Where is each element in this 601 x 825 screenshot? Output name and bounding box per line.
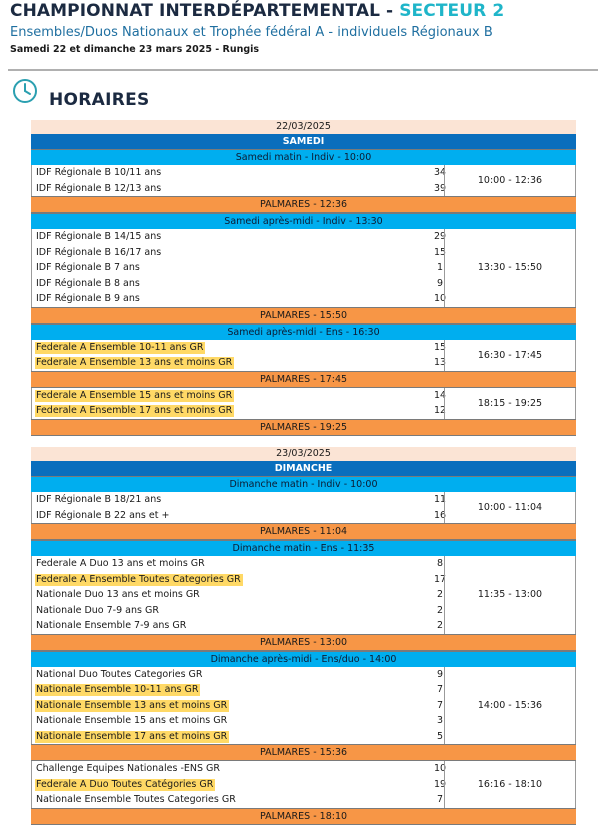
session-header: Samedi après-midi - Indiv - 13:30 [31, 213, 576, 229]
participant-count: 5 [436, 730, 444, 742]
category-label: Federale A Ensemble 17 ans et moins GR [36, 405, 233, 416]
participant-count: 2 [436, 589, 444, 600]
category-label: IDF Régionale B 22 ans et + [36, 509, 170, 521]
time-slot-group [31, 165, 576, 196]
session-header: Samedi après-midi - Ens - 16:30 [31, 324, 576, 340]
participant-count: 9 [436, 668, 444, 680]
category-label: Nationale Ensemble 13 ans et moins GR [36, 699, 228, 711]
category-label: IDF Régionale B 8 ans [36, 277, 140, 289]
participant-count: 29 [433, 231, 447, 242]
day-schedule-saturday [31, 120, 576, 436]
category-label: Federale A Ensemble 10-11 ans GR [36, 341, 204, 353]
time-slot: 14:00 - 15:36 [444, 667, 575, 745]
time-slot-group [31, 761, 576, 808]
category-label: Challenge Equipes Nationales -ENS GR [36, 763, 221, 774]
participant-count: 2 [436, 604, 444, 616]
palmares-bar: PALMARES - 19:25 [31, 419, 576, 436]
category-label: Nationale Duo 13 ans et moins GR [36, 589, 200, 600]
category-label: IDF Régionale B 14/15 ans [36, 231, 162, 242]
time-slot-group [31, 388, 576, 419]
category-label: IDF Régionale B 7 ans [36, 262, 140, 273]
time-slot-group [31, 556, 576, 634]
time-slot-group [31, 229, 576, 307]
participant-count: 17 [433, 573, 447, 585]
participant-count: 39 [433, 182, 447, 194]
participant-count: 3 [436, 715, 444, 726]
participant-count: 12 [433, 405, 447, 416]
participant-count: 16 [433, 509, 447, 521]
participant-count: 1 [436, 262, 444, 273]
participant-count: 13 [433, 357, 447, 368]
palmares-bar: PALMARES - 15:36 [31, 744, 576, 761]
day-name: SAMEDI [31, 134, 576, 149]
session-header: Dimanche après-midi - Ens/duo - 14:00 [31, 651, 576, 667]
session-header: Dimanche matin - Indiv - 10:00 [31, 476, 576, 492]
session-header: Dimanche matin - Ens - 11:35 [31, 540, 576, 556]
participant-count: 10 [433, 763, 447, 774]
category-label: Nationale Ensemble 17 ans et moins GR [36, 730, 228, 742]
participant-count: 9 [436, 277, 444, 289]
participant-count: 19 [433, 778, 447, 790]
document-subtitle: Ensembles/Duos Nationaux et Trophée fédéral A - individuels Régionaux B [10, 25, 493, 40]
time-slot: 16:16 - 18:10 [444, 761, 575, 808]
palmares-bar: PALMARES - 15:50 [31, 307, 576, 324]
day-date: 22/03/2025 [31, 120, 576, 134]
session-header: Samedi matin - Indiv - 10:00 [31, 149, 576, 165]
time-slot: 10:00 - 12:36 [444, 165, 575, 196]
participant-count: 10 [433, 293, 447, 304]
palmares-bar: PALMARES - 12:36 [31, 196, 576, 213]
category-label: Nationale Ensemble 7-9 ans GR [36, 620, 187, 631]
category-label: Nationale Ensemble 15 ans et moins GR [36, 715, 228, 726]
category-label: Federale A Ensemble Toutes Categories GR [36, 573, 241, 585]
day-date: 23/03/2025 [31, 447, 576, 461]
category-label: Federale A Duo Toutes Catégories GR [36, 778, 214, 790]
time-slot-group [31, 667, 576, 745]
palmares-bar: PALMARES - 17:45 [31, 371, 576, 388]
category-label: IDF Régionale B 16/17 ans [36, 246, 162, 258]
category-label: National Duo Toutes Categories GR [36, 668, 203, 680]
participant-count: 7 [436, 794, 444, 805]
day-schedule-sunday [31, 447, 576, 825]
category-label: IDF Régionale B 9 ans [36, 293, 140, 304]
category-label: Federale A Ensemble 15 ans et moins GR [36, 389, 233, 401]
document-title [10, 1, 504, 21]
participant-count: 2 [436, 620, 444, 631]
category-label: IDF Régionale B 18/21 ans [36, 494, 162, 505]
header-divider [8, 69, 598, 71]
participant-count: 34 [433, 167, 447, 178]
section-title: HORAIRES [49, 90, 150, 110]
participant-count: 15 [433, 246, 447, 258]
participant-count: 7 [436, 699, 444, 711]
category-label: Nationale Ensemble 10-11 ans GR [36, 684, 199, 695]
category-label: Nationale Duo 7-9 ans GR [36, 604, 159, 616]
time-slot-group [31, 340, 576, 371]
title-main: CHAMPIONNAT INTERDÉPARTEMENTAL - [10, 1, 400, 21]
time-slot: 16:30 - 17:45 [444, 340, 575, 371]
time-slot: 18:15 - 19:25 [444, 388, 575, 419]
palmares-bar: PALMARES - 18:10 [31, 808, 576, 825]
category-label: Federale A Duo 13 ans et moins GR [36, 558, 205, 569]
event-date-location: Samedi 22 et dimanche 23 mars 2025 - Rungis [10, 44, 260, 55]
participant-count: 14 [433, 389, 447, 401]
time-slot: 13:30 - 15:50 [444, 229, 575, 307]
time-slot: 10:00 - 11:04 [444, 492, 575, 523]
category-label: IDF Régionale B 12/13 ans [36, 182, 162, 194]
clock-icon [12, 78, 38, 108]
time-slot-group [31, 492, 576, 523]
palmares-bar: PALMARES - 11:04 [31, 523, 576, 540]
palmares-bar: PALMARES - 13:00 [31, 634, 576, 651]
category-label: Federale A Ensemble 13 ans et moins GR [36, 357, 233, 368]
time-slot: 11:35 - 13:00 [444, 556, 575, 634]
participant-count: 15 [433, 341, 447, 353]
category-label: IDF Régionale B 10/11 ans [36, 167, 162, 178]
category-label: Nationale Ensemble Toutes Categories GR [36, 794, 236, 805]
participant-count: 7 [436, 684, 444, 695]
day-name: DIMANCHE [31, 461, 576, 476]
title-accent: SECTEUR 2 [399, 1, 505, 21]
participant-count: 8 [436, 558, 444, 569]
participant-count: 11 [433, 494, 447, 505]
